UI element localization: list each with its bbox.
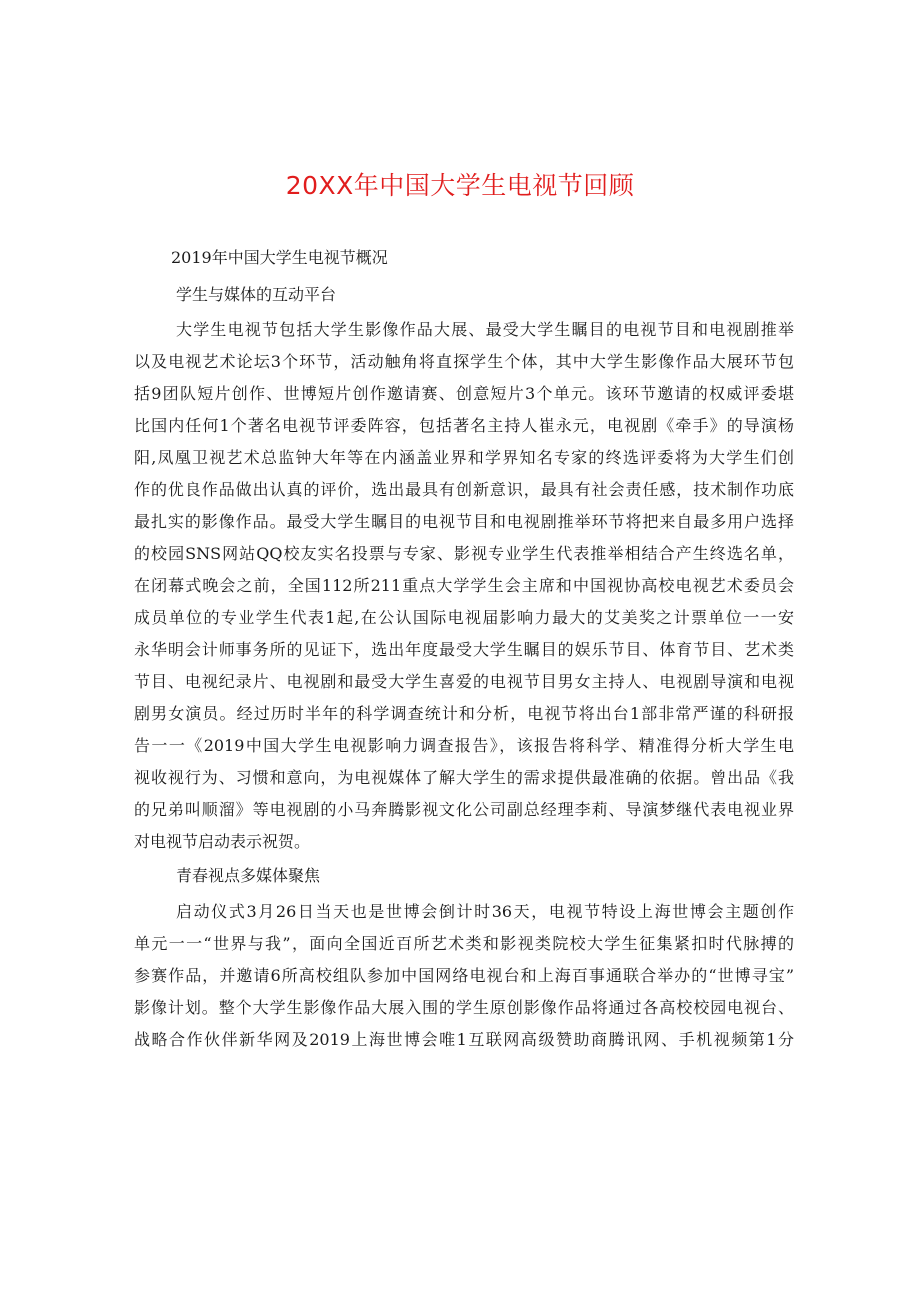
- paragraph-line: 作的优良作品做出认真的评价，选出最具有创新意识，最具有社会责任感，技术制作功底: [134, 480, 794, 499]
- paragraph-line: 启动仪式3月26日当天也是世博会倒计时36天，电视节特设上海世博会主题创作: [176, 902, 794, 921]
- paragraph-line: 成员单位的专业学生代表1起,在公认国际电视届影响力最大的艾美奖之计票单位一一安: [134, 608, 794, 627]
- paragraph-line: 比国内任何1个著名电视节评委阵容，包括著名主持人崔永元，电视剧《牵手》的导演杨: [134, 416, 794, 435]
- paragraph-line: 大学生电视节包括大学生影像作品大展、最受大学生瞩目的电视节目和电视剧推举: [176, 320, 794, 339]
- paragraph-line: 节目、电视纪录片、电视剧和最受大学生喜爱的电视节目男女主持人、电视剧导演和电视: [134, 672, 794, 691]
- section-heading: 青春视点多媒体聚焦: [176, 866, 321, 885]
- paragraph-line: 战略合作伙伴新华网及2019上海世博会唯1互联网高级赞助商腾讯网、手机视频第1分: [134, 1030, 794, 1049]
- paragraph-line: 参赛作品，并邀请6所高校组队参加中国网络电视台和上海百事通联合举办的“世博寻宝”: [134, 966, 794, 985]
- paragraph-line: 单元一一“世界与我”，面向全国近百所艺术类和影视类院校大学生征集紧扣时代脉搏的: [134, 934, 794, 953]
- paragraph-line: 告一一《2019中国大学生电视影响力调查报告》，该报告将科学、精准得分析大学生电: [134, 736, 794, 755]
- paragraph-line: 括9团队短片创作、世博短片创作邀请赛、创意短片3个单元。该环节邀请的权威评委堪: [134, 384, 794, 403]
- paragraph-line: 剧男女演员。经过历时半年的科学调查统计和分析，电视节将出台1部非常严谨的科研报: [134, 704, 794, 723]
- paragraph-line: 以及电视艺术论坛3个环节，活动触角将直探学生个体，其中大学生影像作品大展环节包: [134, 352, 794, 371]
- subtitle: 2019年中国大学生电视节概况: [171, 248, 388, 267]
- paragraph-line: 的兄弟叫顺溜》等电视剧的小马奔腾影视文化公司副总经理李莉、导演梦继代表电视业界: [134, 800, 794, 819]
- document-title: 20XX年中国大学生电视节回顾: [285, 171, 635, 200]
- paragraph-line: 的校园SNS网站QQ校友实名投票与专家、影视专业学生代表推举相结合产生终选名单，: [134, 544, 794, 563]
- paragraph-line: 永华明会计师事务所的见证下，选出年度最受大学生瞩目的娱乐节目、体育节目、艺术类: [134, 640, 794, 659]
- paragraph-line: 影像计划。整个大学生影像作品大展入围的学生原创影像作品将通过各高校校园电视台、: [134, 998, 794, 1017]
- section-heading: 学生与媒体的互动平台: [176, 285, 337, 304]
- paragraph-line: 视收视行为、习惯和意向，为电视媒体了解大学生的需求提供最准确的依据。曾出品《我: [134, 768, 794, 787]
- paragraph-line: 最扎实的影像作品。最受大学生瞩目的电视节目和电视剧推举环节将把来自最多用户选择: [134, 512, 794, 531]
- paragraph-line: 对电视节启动表示祝贺。: [134, 832, 311, 851]
- paragraph-line: 在闭幕式晚会之前，全国112所211重点大学学生会主席和中国视协高校电视艺术委员会: [134, 576, 794, 595]
- paragraph-line: 阳,凤凰卫视艺术总监钟大年等在内涵盖业界和学界知名专家的终选评委将为大学生们创: [134, 448, 794, 467]
